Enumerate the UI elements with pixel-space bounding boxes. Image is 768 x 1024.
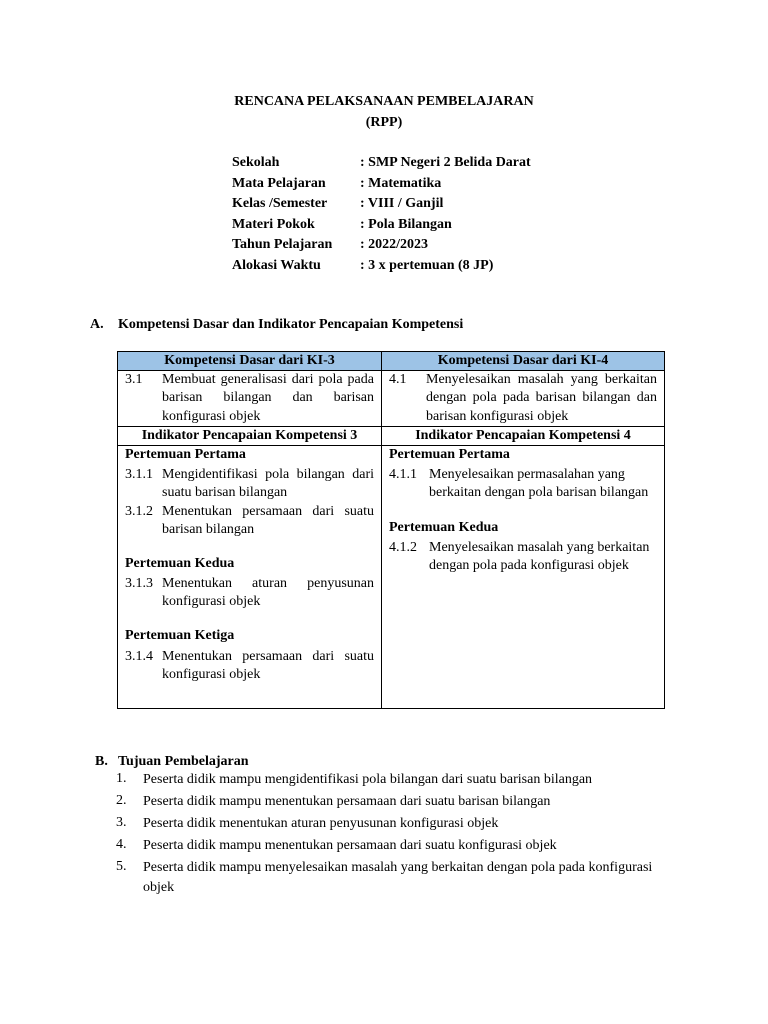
item-number: 3.1.3	[125, 576, 153, 592]
indicator-item	[125, 575, 374, 611]
meeting-label: Pertemuan Kedua	[125, 555, 235, 571]
info-row-time	[232, 257, 531, 278]
meeting-label: Pertemuan Pertama	[125, 446, 246, 462]
list-text: Peserta didik mampu menentukan persamaan dari suatu barisan bilangan	[143, 794, 551, 809]
item-text: Menyelesaikan masalah yang berkaitan dengan pola pada barisan bilangan dan barisan konfigurasi objek	[426, 372, 657, 424]
info-label: Sekolah	[232, 155, 280, 170]
item-text: Menyelesaikan masalah yang berkaitan dengan pola pada konfigurasi objek	[429, 539, 650, 573]
list-text: Peserta didik mampu menyelesaikan masalah yang berkaitan dengan pola pada konfigurasi objek	[143, 860, 653, 895]
list-item	[116, 836, 656, 856]
section-b-heading	[95, 753, 249, 771]
info-label: Kelas /Semester	[232, 196, 328, 212]
competency-table	[117, 351, 665, 709]
list-text: Peserta didik menentukan aturan penyusunan konfigurasi objek	[143, 816, 499, 831]
cell-ipk4	[382, 445, 665, 708]
section-title: Tujuan Pembelajaran	[118, 754, 249, 769]
kd3-item	[125, 371, 374, 426]
info-label: Mata Pelajaran	[232, 175, 326, 191]
item-number: 3.1.1	[125, 467, 153, 483]
item-text: Menentukan persamaan dari suatu barisan bilangan	[162, 503, 374, 537]
item-text: Menentukan persamaan dari suatu konfigurasi objek	[162, 648, 374, 682]
header-ipk3: Indikator Pencapaian Kompetensi 3	[118, 426, 382, 445]
header-kd4: Kompetensi Dasar dari KI-4	[382, 352, 665, 371]
meeting-label: Pertemuan Pertama	[389, 446, 510, 462]
item-number: 4.1.2	[389, 539, 417, 555]
item-number: 4.1.1	[389, 467, 417, 483]
info-value: : 3 x pertemuan (8 JP)	[360, 257, 494, 273]
list-item	[116, 770, 656, 790]
info-value: : Matematika	[360, 175, 442, 191]
meeting-label: Pertemuan Kedua	[389, 519, 499, 535]
meeting-label: Pertemuan Ketiga	[125, 628, 235, 644]
info-value: : VIII / Ganjil	[360, 196, 444, 212]
indicator-item	[125, 503, 374, 539]
indicator-item	[389, 466, 657, 502]
document-subtitle: (RPP)	[365, 115, 403, 130]
list-item	[116, 814, 656, 834]
info-value: : SMP Negeri 2 Belida Darat	[360, 155, 531, 170]
section-letter: B.	[95, 754, 108, 769]
indicator-item	[389, 539, 657, 575]
header-ipk4: Indikator Pencapaian Kompetensi 4	[382, 426, 665, 445]
item-number: 3.1	[125, 372, 143, 388]
kd4-item	[389, 371, 657, 426]
item-text: Menyelesaikan permasalahan yang berkaitan dengan pola barisan bilangan	[429, 467, 649, 501]
list-item	[116, 792, 656, 812]
info-row-subject	[232, 175, 531, 196]
indicator-item	[125, 466, 374, 502]
info-label: Alokasi Waktu	[232, 257, 321, 273]
cell-kd4	[382, 371, 665, 427]
info-value: : 2022/2023	[360, 237, 429, 253]
document-title: RENCANA PELAKSANAAN PEMBELAJARAN	[234, 94, 534, 109]
info-label: Tahun Pelajaran	[232, 237, 333, 253]
item-text: Membuat generalisasi dari pola pada barisan bilangan dan barisan konfigurasi objek	[162, 372, 374, 424]
info-row-school	[232, 154, 531, 175]
section-letter: A.	[90, 317, 104, 332]
list-number: 4.	[116, 837, 127, 852]
info-label: Materi Pokok	[232, 216, 315, 232]
list-item	[116, 858, 656, 898]
section-title: Kompetensi Dasar dan Indikator Pencapaian Kompetensi	[118, 317, 464, 332]
indicator-item	[125, 648, 374, 684]
item-text: Menentukan aturan penyusunan konfigurasi objek	[162, 576, 374, 610]
identity-block	[232, 154, 531, 278]
list-text: Peserta didik mampu mengidentifikasi pola bilangan dari suatu barisan bilangan	[143, 772, 593, 787]
info-row-topic	[232, 216, 531, 237]
list-text: Peserta didik mampu menentukan persamaan dari suatu konfigurasi objek	[143, 838, 557, 853]
item-text: Mengidentifikasi pola bilangan dari suatu barisan bilangan	[162, 467, 374, 501]
info-row-class	[232, 195, 531, 216]
list-number: 3.	[116, 815, 127, 830]
list-number: 5.	[116, 859, 127, 874]
item-number: 4.1	[389, 372, 407, 388]
cell-ipk3	[118, 445, 382, 708]
cell-kd3	[118, 371, 382, 427]
info-value: : Pola Bilangan	[360, 216, 452, 232]
item-number: 3.1.4	[125, 648, 153, 664]
header-kd3: Kompetensi Dasar dari KI-3	[118, 352, 382, 371]
list-number: 1.	[116, 771, 127, 786]
learning-goals-list	[116, 770, 656, 900]
section-a-heading	[90, 316, 463, 334]
info-row-year	[232, 236, 531, 257]
item-number: 3.1.2	[125, 503, 153, 519]
list-number: 2.	[116, 793, 127, 808]
